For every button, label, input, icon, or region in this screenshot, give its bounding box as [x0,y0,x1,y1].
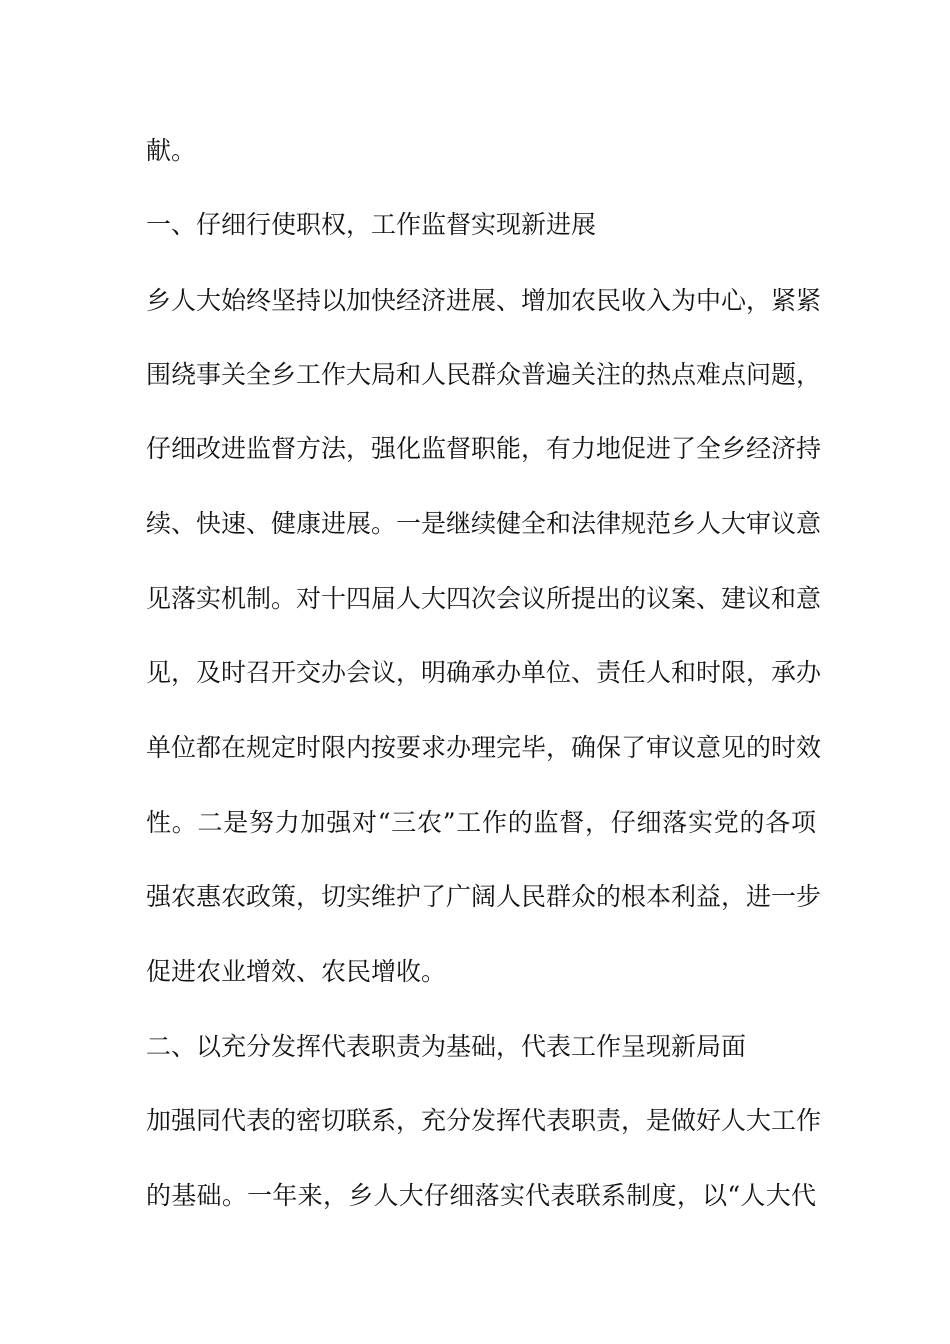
body-line: 围绕事关全乡工作大局和人民群众普遍关注的热点难点问题， [146,360,822,389]
body-line: 见，及时召开交办会议，明确承办单位、责任人和时限，承办 [146,658,822,687]
section-heading-1: 一、仔细行使职权，工作监督实现新进展 [146,210,597,239]
body-line: 促进农业增效、农民增收。 [146,957,447,986]
body-line: 加强同代表的密切联系，充分发挥代表职责，是做好人大工作 [146,1106,822,1135]
section-heading-2: 二、以充分发挥代表职责为基础，代表工作呈现新局面 [146,1032,747,1061]
body-line: 的基础。一年来，乡人大仔细落实代表联系制度，以“人大代 [146,1181,816,1210]
body-line: 续、快速、健康进展。一是继续健全和法律规范乡人大审议意 [146,509,822,538]
body-line: 仔细改进监督方法，强化监督职能，有力地促进了全乡经济持 [146,434,822,463]
body-line: 强农惠农政策，切实维护了广阔人民群众的根本利益，进一步 [146,882,822,911]
body-line: 性。二是努力加强对“三农”工作的监督，仔细落实党的各项 [146,808,816,837]
body-line: 见落实机制。对十四届人大四次会议所提出的议案、建议和意 [146,584,822,613]
body-line: 单位都在规定时限内按要求办理完毕，确保了审议意见的时效 [146,733,822,762]
paragraph-continuation-line: 献。 [146,136,197,165]
body-line: 乡人大始终坚持以加快经济进展、增加农民收入为中心，紧紧 [146,286,822,315]
